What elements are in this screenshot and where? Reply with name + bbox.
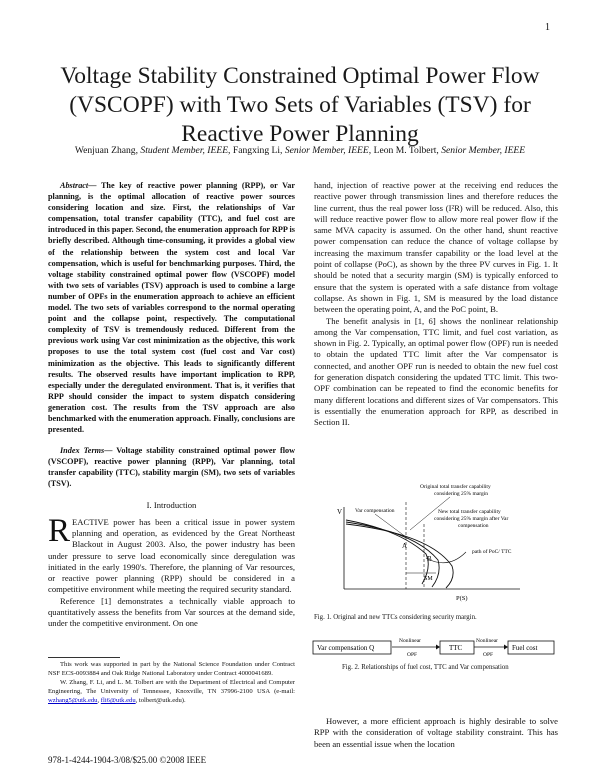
footnote-separator: , — [97, 697, 100, 704]
figure-1-caption: Fig. 1. Original and new TTCs considering security margin. — [314, 614, 477, 621]
fig1-label-path: path of PoC/ TTC — [472, 549, 512, 555]
figure-1-pv-curves — [330, 482, 560, 602]
fig1-label-new-2: considering 25% margin after Var — [434, 516, 509, 522]
abstract-dash: — — [88, 181, 101, 190]
index-terms-dash: — — [104, 446, 117, 456]
right-paragraph-2: The benefit analysis in [1, 6] shows the nonlinear relationship among the Var compensation, TTC limit, and fuel cost variation, as shown in Fig. 2. Typically, an optimal power flow (OPF) run is needed to obtain the updated TTC limit after the Var compensator is connected, and another OPF run is needed to obtain the new fuel cost for generation dispatch considering the updated TTC limit. This two-OPF combination can be repeated to find the economic benefits for many different locations and different sizes of Var compensators. This is essentially the enumeration approach for RPP, as described in Section II. — [314, 315, 558, 428]
intro-paragraph-1 — [48, 512, 295, 596]
footnote-affiliation-text: W. Zhang, F. Li, and L. M. Tolbert are with the Department of Electrical and Computer Engineering, The University of Tennessee, Knoxville, TN 37996-2100 USA (e-mail: — [48, 679, 295, 695]
abstract — [48, 180, 295, 435]
author-role: Student Member, IEEE, — [140, 145, 231, 156]
right-paragraph-1: hand, injection of reactive power at the receiving end reduces the reactive power through transmission lines and therefore reduces the line current, thus the real power loss (I²R) will be reduced. Also, this will reduce reactive power flow to allow more real power flow if the same MVA capacity is assumed. On the other hand, shunt reactive power compensation can reduce the chance of voltage collapse by increasing the maximum transfer capability or the load level at the point of collapse (PoC), as shown by the three PV curves in Fig. 1. It should be noted that a security margin (SM) is typically enforced to ensure that the system is operated with a safe distance from voltage collapse. As shown in Fig. 1, SM is measured by the load distance between the operating point, A, and the PoC point, B. — [314, 180, 558, 315]
fig2-arrow2-top: Nonlinear — [476, 638, 498, 644]
figure-2-flow — [312, 635, 562, 659]
fig1-sm: SM — [424, 576, 433, 582]
footnote-end: , tolbert@utk.edu). — [135, 697, 186, 704]
left-column — [48, 180, 295, 630]
email-link[interactable]: fli6@utk.edu — [100, 697, 136, 704]
fig1-label-orig-2: considering 25% margin — [434, 491, 488, 497]
author-line — [30, 145, 570, 156]
paper-title: Voltage Stability Constrained Optimal Power Flow (VSCOPF) with Two Sets of Variables (TSV) for Reactive Power Planning — [60, 63, 540, 147]
fig1-label-new-1: New total transfer capability — [438, 509, 501, 515]
drop-cap: R — [48, 512, 71, 549]
fig2-arrow1-bottom: OPF — [407, 652, 418, 658]
abstract-label: Abstract — [60, 181, 89, 190]
author-name: Wenjuan Zhang, — [74, 145, 138, 156]
fig2-arrow2-bottom: OPF — [483, 652, 494, 658]
email-link[interactable]: wzhang5@utk.edu — [48, 697, 98, 704]
fig1-axis-v: V — [337, 508, 343, 516]
author-name: Leon M. Tolbert, — [373, 145, 439, 156]
fig2-arrowhead — [504, 645, 508, 650]
right-paragraph-3 — [314, 716, 558, 750]
index-terms-label: Index Terms — [60, 446, 105, 456]
footnote-divider — [48, 657, 120, 658]
fig2-box-fuel: Fuel cost — [512, 644, 538, 652]
isbn-footer: 978-1-4244-1904-3/08/$25.00 ©2008 IEEE — [48, 755, 207, 765]
fig2-box-ttc: TTC — [449, 644, 463, 652]
author-role: Senior Member, IEEE — [441, 145, 526, 156]
author-name: Fangxing Li, — [232, 145, 283, 156]
fig1-label-new-3: compensation — [458, 523, 489, 529]
right-paragraph-3-text: However, a more efficient approach is highly desirable to solve RPP with the consideration of voltage stability constraint. This has been an essential issue when the location — [314, 716, 558, 749]
fig1-axis-p: P(S) — [456, 595, 468, 602]
fig2-arrowhead — [436, 645, 440, 650]
fig1-leader-line — [375, 514, 406, 537]
author-role: Senior Member, IEEE, — [284, 145, 372, 156]
abstract-text: The key of reactive power planning (RPP), or Var planning, is the optimal allocation of reactive power sources considering location and size. First, the relationships of Var compensation, total transfer capability (TTC), and fuel cost are introduced in this paper. Second, the enumeration approach for RPP is briefly described. Although time-consuming, it provides a global view of the relationship between the system cost and local Var compensation, which is useful for benchmarking purposes. Third, the voltage stability constrained optimal power flow (VSCOPF) model with two sets of variables (TSV) approach is used to combine a large number of OPFs in the enumeration approach to achieve an efficient model. The two sets of variables correspond to the normal operating point and the collapse point, respectively. The computational complexity of TSV is tremendously reduced. Different from the previous work using Var cost minimization as the objective, this work proposes to use the total system cost (fuel cost and Var cost) minimization as the objective. This leads to significantly different results. The observed results have important implication to RPP, especially under the deregulated environment. That is, it verifies that RPP should consider the impact to system dispatch considering generation cost. The results from the TSV approach are also benchmarked with the enumeration approach. Finally, conclusions are presented. — [48, 181, 295, 435]
page-number: 1 — [545, 22, 550, 33]
right-column — [314, 180, 558, 429]
intro-paragraph-2: Reference [1] demonstrates a technically viable approach to quantitatively assess the benefits from Var sources at the demand side, under the competitive environment. On one — [48, 595, 295, 629]
fig1-label-orig-1: Original total transfer capability — [420, 484, 491, 490]
fig1-point-a: A — [402, 542, 408, 550]
fig1-pv-curve — [346, 520, 428, 584]
footnote-affiliation — [48, 678, 295, 705]
fig2-arrow1-top: Nonlinear — [399, 638, 421, 644]
index-terms — [48, 445, 295, 489]
fig2-box-var: Var compensation Q — [317, 644, 375, 652]
index-terms-text: Voltage stability constrained optimal power flow (VSCOPF), reactive power planning (RPP), Var planning, total transfer capability (TTC), stability margin (SM), two sets of variables (TSV). — [48, 446, 295, 489]
footnote — [48, 660, 295, 705]
figure-2-caption: Fig. 2. Relationships of fuel cost, TTC and Var compensation — [342, 664, 509, 671]
intro-text-1: EACTIVE power has been a critical issue in power system planning and operation, as evidenced by the Great Northeast Blackout in August 2003. Also, the power industry has been under pressure to serve load economically since deregulation was initiated in the early 1990's. Therefore, the planning of Var resources, or reactive power planning (RPP) should be considered in a competitive environment while meeting the required security standard. — [48, 516, 295, 595]
fig1-label-var: Var compensation — [355, 508, 395, 514]
fig1-point-b: B — [427, 555, 432, 563]
section-heading: I. Introduction — [146, 499, 197, 510]
footnote-funding: This work was supported in part by the National Science Foundation under Contract NSF ECS-0093884 and Oak Ridge National Laboratory under Contract 4000041689. — [48, 661, 295, 677]
